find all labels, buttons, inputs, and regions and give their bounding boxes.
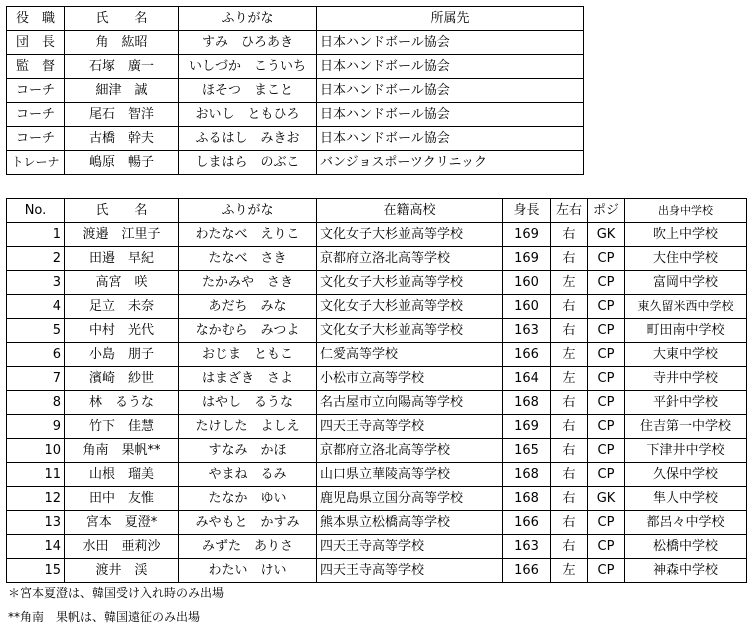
staff-row — [7, 151, 584, 175]
players-header-row — [7, 199, 747, 223]
player-position-cell: CP — [588, 295, 625, 319]
player-no-cell: 4 — [7, 295, 65, 319]
staff-name-cell: 尾石 智洋 — [65, 103, 179, 127]
player-row — [7, 247, 747, 271]
player-high-school-cell: 鹿児島県立国分高等学校 — [317, 487, 503, 511]
player-height-cell: 160 — [503, 295, 551, 319]
players-header-furigana: ふりがな — [179, 199, 317, 223]
player-hand-cell: 右 — [551, 391, 588, 415]
staff-affiliation-cell: 日本ハンドボール協会 — [317, 103, 584, 127]
player-high-school-cell: 京都府立洛北高等学校 — [317, 247, 503, 271]
player-furigana-cell: はまざき さよ — [179, 367, 317, 391]
player-height-cell: 160 — [503, 271, 551, 295]
player-hand-cell: 右 — [551, 295, 588, 319]
staff-row — [7, 103, 584, 127]
player-junior-high-cell: 松橋中学校 — [625, 535, 747, 559]
player-no-cell: 12 — [7, 487, 65, 511]
player-height-cell: 163 — [503, 319, 551, 343]
player-position-cell: CP — [588, 511, 625, 535]
player-height-cell: 168 — [503, 391, 551, 415]
player-position-cell: CP — [588, 415, 625, 439]
player-furigana-cell: すなみ かほ — [179, 439, 317, 463]
player-furigana-cell: あだち みな — [179, 295, 317, 319]
staff-name-cell: 細津 誠 — [65, 79, 179, 103]
player-high-school-cell: 山口県立華陵高等学校 — [317, 463, 503, 487]
players-header-height: 身長 — [503, 199, 551, 223]
player-high-school-cell: 文化女子大杉並高等学校 — [317, 223, 503, 247]
staff-header-role: 役 職 — [7, 7, 65, 31]
player-height-cell: 169 — [503, 247, 551, 271]
player-row — [7, 295, 747, 319]
player-junior-high-cell: 下津井中学校 — [625, 439, 747, 463]
player-furigana-cell: おじま ともこ — [179, 343, 317, 367]
player-height-cell: 164 — [503, 367, 551, 391]
player-row — [7, 463, 747, 487]
players-header-high-school: 在籍高校 — [317, 199, 503, 223]
player-height-cell: 166 — [503, 343, 551, 367]
player-junior-high-cell: 久保中学校 — [625, 463, 747, 487]
player-name-cell: 田中 友惟 — [65, 487, 179, 511]
player-hand-cell: 右 — [551, 415, 588, 439]
staff-row — [7, 55, 584, 79]
player-position-cell: CP — [588, 343, 625, 367]
player-hand-cell: 左 — [551, 343, 588, 367]
player-position-cell: CP — [588, 271, 625, 295]
player-no-cell: 2 — [7, 247, 65, 271]
player-position-cell: CP — [588, 319, 625, 343]
player-row — [7, 367, 747, 391]
staff-role-cell: コーチ — [7, 127, 65, 151]
staff-affiliation-cell: 日本ハンドボール協会 — [317, 79, 584, 103]
player-no-cell: 9 — [7, 415, 65, 439]
player-height-cell: 166 — [503, 511, 551, 535]
player-height-cell: 168 — [503, 487, 551, 511]
player-furigana-cell: やまね るみ — [179, 463, 317, 487]
staff-role-cell: コーチ — [7, 79, 65, 103]
player-hand-cell: 右 — [551, 223, 588, 247]
player-junior-high-cell: 都呂々中学校 — [625, 511, 747, 535]
staff-header-row — [7, 7, 584, 31]
player-no-cell: 14 — [7, 535, 65, 559]
player-hand-cell: 右 — [551, 511, 588, 535]
player-name-cell: 中村 光代 — [65, 319, 179, 343]
staff-furigana-cell: いしづか こういち — [179, 55, 317, 79]
player-height-cell: 163 — [503, 535, 551, 559]
player-hand-cell: 左 — [551, 559, 588, 583]
player-hand-cell: 右 — [551, 439, 588, 463]
staff-role-cell: コーチ — [7, 103, 65, 127]
player-furigana-cell: わたい けい — [179, 559, 317, 583]
player-position-cell: GK — [588, 223, 625, 247]
player-name-cell: 林 るうな — [65, 391, 179, 415]
player-row — [7, 487, 747, 511]
player-high-school-cell: 仁愛高等学校 — [317, 343, 503, 367]
player-hand-cell: 右 — [551, 319, 588, 343]
staff-role-cell: トレーナ — [7, 151, 65, 175]
player-position-cell: CP — [588, 559, 625, 583]
player-row — [7, 415, 747, 439]
player-position-cell: CP — [588, 439, 625, 463]
players-header-hand: 左右 — [551, 199, 588, 223]
player-no-cell: 11 — [7, 463, 65, 487]
note-sunami: **角南 果帆は、韓国遠征のみ出場 — [8, 610, 201, 624]
player-junior-high-cell: 神森中学校 — [625, 559, 747, 583]
player-name-cell: 足立 未奈 — [65, 295, 179, 319]
player-row — [7, 271, 747, 295]
player-name-cell: 渡邉 江里子 — [65, 223, 179, 247]
player-row — [7, 511, 747, 535]
staff-name-cell: 石塚 廣一 — [65, 55, 179, 79]
player-height-cell: 165 — [503, 439, 551, 463]
player-name-cell: 竹下 佳慧 — [65, 415, 179, 439]
player-high-school-cell: 四天王寺高等学校 — [317, 535, 503, 559]
player-furigana-cell: みやもと かすみ — [179, 511, 317, 535]
player-furigana-cell: たけした よしえ — [179, 415, 317, 439]
player-row — [7, 343, 747, 367]
player-no-cell: 13 — [7, 511, 65, 535]
player-row — [7, 223, 747, 247]
staff-furigana-cell: おいし ともひろ — [179, 103, 317, 127]
player-name-cell: 渡井 渓 — [65, 559, 179, 583]
player-no-cell: 15 — [7, 559, 65, 583]
player-position-cell: CP — [588, 247, 625, 271]
staff-affiliation-cell: 日本ハンドボール協会 — [317, 55, 584, 79]
player-hand-cell: 右 — [551, 247, 588, 271]
player-furigana-cell: たなべ さき — [179, 247, 317, 271]
player-position-cell: CP — [588, 463, 625, 487]
player-high-school-cell: 名古屋市立向陽高等学校 — [317, 391, 503, 415]
player-name-cell: 角南 果帆** — [65, 439, 179, 463]
staff-affiliation-cell: バンジョスポーツクリニック — [317, 151, 584, 175]
players-table — [6, 198, 747, 583]
player-name-cell: 小島 朋子 — [65, 343, 179, 367]
players-header-position: ポジ — [588, 199, 625, 223]
player-no-cell: 8 — [7, 391, 65, 415]
staff-furigana-cell: すみ ひろあき — [179, 31, 317, 55]
player-name-cell: 水田 亜莉沙 — [65, 535, 179, 559]
player-height-cell: 169 — [503, 415, 551, 439]
player-high-school-cell: 文化女子大杉並高等学校 — [317, 295, 503, 319]
player-name-cell: 田邉 早紀 — [65, 247, 179, 271]
player-hand-cell: 右 — [551, 487, 588, 511]
player-no-cell: 7 — [7, 367, 65, 391]
player-height-cell: 166 — [503, 559, 551, 583]
player-furigana-cell: わたなべ えりこ — [179, 223, 317, 247]
player-hand-cell: 左 — [551, 271, 588, 295]
player-position-cell: CP — [588, 391, 625, 415]
player-name-cell: 濱崎 紗世 — [65, 367, 179, 391]
player-row — [7, 439, 747, 463]
staff-furigana-cell: しまはら のぶこ — [179, 151, 317, 175]
player-row — [7, 391, 747, 415]
player-junior-high-cell: 大住中学校 — [625, 247, 747, 271]
players-header-junior-high: 出身中学校 — [625, 199, 747, 223]
player-height-cell: 169 — [503, 223, 551, 247]
player-junior-high-cell: 東久留米西中学校 — [625, 295, 747, 319]
player-high-school-cell: 京都府立洛北高等学校 — [317, 439, 503, 463]
staff-row — [7, 79, 584, 103]
staff-header-affiliation: 所属先 — [317, 7, 584, 31]
player-high-school-cell: 小松市立高等学校 — [317, 367, 503, 391]
staff-role-cell: 監 督 — [7, 55, 65, 79]
player-junior-high-cell: 大東中学校 — [625, 343, 747, 367]
player-hand-cell: 右 — [551, 535, 588, 559]
player-junior-high-cell: 吹上中学校 — [625, 223, 747, 247]
staff-header-name: 氏 名 — [65, 7, 179, 31]
player-no-cell: 10 — [7, 439, 65, 463]
staff-name-cell: 角 紘昭 — [65, 31, 179, 55]
player-position-cell: CP — [588, 367, 625, 391]
player-row — [7, 319, 747, 343]
staff-affiliation-cell: 日本ハンドボール協会 — [317, 31, 584, 55]
staff-furigana-cell: ふるはし みきお — [179, 127, 317, 151]
player-name-cell: 宮本 夏澄* — [65, 511, 179, 535]
player-junior-high-cell: 町田南中学校 — [625, 319, 747, 343]
player-position-cell: GK — [588, 487, 625, 511]
player-position-cell: CP — [588, 535, 625, 559]
player-furigana-cell: たなか ゆい — [179, 487, 317, 511]
player-hand-cell: 左 — [551, 367, 588, 391]
player-junior-high-cell: 寺井中学校 — [625, 367, 747, 391]
player-high-school-cell: 熊本県立松橋高等学校 — [317, 511, 503, 535]
player-high-school-cell: 文化女子大杉並高等学校 — [317, 271, 503, 295]
player-no-cell: 3 — [7, 271, 65, 295]
staff-row — [7, 127, 584, 151]
player-no-cell: 6 — [7, 343, 65, 367]
staff-name-cell: 古橋 幹夫 — [65, 127, 179, 151]
player-no-cell: 5 — [7, 319, 65, 343]
staff-table — [6, 6, 584, 175]
player-furigana-cell: みずた ありさ — [179, 535, 317, 559]
player-junior-high-cell: 隼人中学校 — [625, 487, 747, 511]
player-name-cell: 山根 瑠美 — [65, 463, 179, 487]
staff-affiliation-cell: 日本ハンドボール協会 — [317, 127, 584, 151]
note-miyamoto: ＊宮本夏澄は、韓国受け入れ時のみ出場 — [8, 586, 225, 600]
player-junior-high-cell: 富岡中学校 — [625, 271, 747, 295]
player-no-cell: 1 — [7, 223, 65, 247]
staff-furigana-cell: ほそつ まこと — [179, 79, 317, 103]
player-furigana-cell: はやし るうな — [179, 391, 317, 415]
staff-name-cell: 嶋原 暢子 — [65, 151, 179, 175]
player-furigana-cell: たかみや さき — [179, 271, 317, 295]
player-furigana-cell: なかむら みつよ — [179, 319, 317, 343]
player-high-school-cell: 四天王寺高等学校 — [317, 559, 503, 583]
staff-header-furigana: ふりがな — [179, 7, 317, 31]
player-high-school-cell: 文化女子大杉並高等学校 — [317, 319, 503, 343]
staff-role-cell: 団 長 — [7, 31, 65, 55]
staff-row — [7, 31, 584, 55]
player-junior-high-cell: 平針中学校 — [625, 391, 747, 415]
player-height-cell: 168 — [503, 463, 551, 487]
player-row — [7, 559, 747, 583]
players-header-no: No. — [7, 199, 65, 223]
player-row — [7, 535, 747, 559]
player-hand-cell: 右 — [551, 463, 588, 487]
player-name-cell: 高宮 咲 — [65, 271, 179, 295]
players-header-name: 氏 名 — [65, 199, 179, 223]
player-junior-high-cell: 住吉第一中学校 — [625, 415, 747, 439]
player-high-school-cell: 四天王寺高等学校 — [317, 415, 503, 439]
